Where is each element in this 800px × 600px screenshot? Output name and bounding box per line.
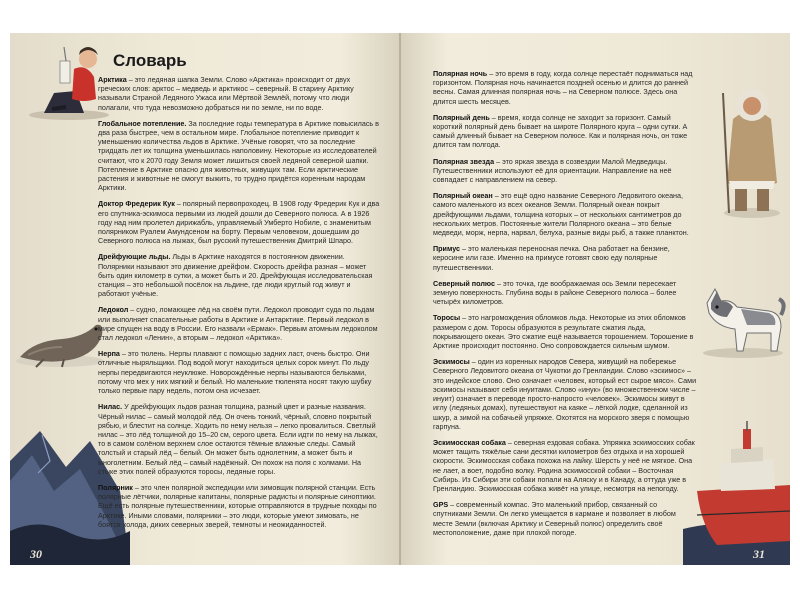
entry-text: – это маленькая переносная печка. Она работает на бензине, керосине или газе. Именно на примусе готовят свою еду полярные путешественники.	[433, 244, 670, 272]
entry-text: – судно, ломающее лёд на своём пути. Ледокол проводит суда по льдам или выполняет спасательные работы в Арктике и Антарктике. Первый ледокол в мире спущен на воду в России. Его назвали «Ермак». Первым атомным ледоколом стал ледокол «Ленин», а вторым – ледокол «Арктика».	[98, 305, 378, 343]
entry-text: У дрейфующих льдов разная толщина, разный цвет и разные названия. Чёрный нилас – самый молодой лёд. Он очень тонкий, чёрный, словно покрытый рябью, и блестит на солнце. Ходить по нему нельзя – легко провалиться. Светлый нилас – это лёд толщиной до 15–20 см, серого цвета. Если идти по нему на лыжах, то в самом солёном верхнем слое остаются тёмные влажные следы. Самый толстый и старый лёд – белый. Он может быть однолетним, а может быть и многолетним. Белый лёд – самый надёжный. Он похож на поля с холмами. На стыке этих полей образуются торосы, ледяные горы.	[98, 402, 378, 476]
entry-term: Нилас.	[98, 402, 123, 412]
entry-text: – один из коренных народов Севера, живущий на побережье Северного Ледовитого океана от Чукотки до Гренландии. Слово «эскимос» – это индейское слово. Оно означает «человек, который ест сырое мясо». Сами эскимосы называют себя инуитами. Слово «инук» (во множественном числе – инуит) означает в переводе просто-напросто «человек». Эскимосы живут в иглу (ледяных домах), путешествуют на каяке – лёгкой лодке, сделанной из шкур, а зимой на собачьей упряжке. Охотятся на морского зверя с помощью гарпуна.	[433, 357, 697, 431]
page-number-right: 31	[753, 547, 765, 561]
entry-polar-day	[433, 113, 697, 150]
entry-text: Льды в Арктике находятся в постоянном движении. Полярники называют это движение дрейфом. Скорость дрейфа разная – может быть один километр в сутки, а может быть и 20. Дрейфующая исследовательская станция – это небольшой посёлок на льдине, где люди круглый год живут и работают учёные.	[98, 252, 373, 299]
entry-term: Северный полюс	[433, 278, 495, 288]
icebreaker-ship-illustration	[683, 419, 790, 565]
entry-arctic	[98, 75, 380, 112]
entry-icebreaker	[98, 305, 380, 342]
entry-text: – северная ездовая собака. Упряжка эскимосских собак может тащить тяжёлые сани десятки километров без отдыха и на хорошей скорости. Эскимосская собака похожа на лайку. Шерсть у неё не мягкое. Она не лает, а воет, подобно волку. Родина эскимосской собаки – Восточная Сибирь. Из Сибири эти собаки попали на Аляску и в Канаду, а оттуда уже в Гренландию. Эскимосская собака живёт на улице, несмотря на непогоду.	[433, 437, 695, 493]
eskimo-illustration	[719, 79, 785, 219]
entry-term: Эскимосская собака	[433, 437, 506, 447]
entry-term: Полярник	[98, 482, 133, 492]
entry-term: Доктор Фредерик Кук	[98, 199, 175, 209]
entry-text: – это точка, где воображаемая ось Земли пересекает земную поверхность. Глубина воды в районе Северного полюса – более четырёх километров.	[433, 278, 677, 307]
entry-term: Полярная звезда	[433, 156, 495, 166]
entry-text: За последние годы температура в Арктике повысилась в два раза быстрее, чем в остальном мире. Глобальное потепление приводит к уменьшению количества льдов в Арктике. Учёные говорят, что за последние тридцать лет их толщина уменьшилась наполовину. Некоторые из исследователей считают, что к 2070 году Земля может лишиться своей ледяной северной шапки. Потепление в Арктике опасно для животных, живущих там. Если арктические растения и животные не смогут выжить, то трудно придётся коренным народам Арктики.	[98, 118, 379, 193]
entry-term: Ледокол	[98, 305, 129, 315]
entry-hummocks	[433, 313, 697, 350]
entry-global-warming	[98, 119, 380, 193]
entry-text: – полярный первопроходец. В 1908 году Фредерик Кук и два его спутника-эскимоса первыми из людей дошли до Северного полюса. А в 1926 году над ним пролетел дирижабль, управляемый Умберто Нобиле, с знаменитым полярником Руалем Амундсеном на борту. Первым человеком, дошедшим до Северного полюса на лыжах, был русский путешественник Дмитрий Шпаро.	[98, 199, 380, 246]
entry-gps	[433, 500, 697, 537]
page-title: Словарь	[113, 51, 187, 70]
entry-text: – время, когда солнце не заходит за горизонт. Самый короткий полярный день бывает на широте Полярного круга – одни сутки. А самый длинный бывает на Северном полюсе. Как и полярная ночь, он тоже длится там полгода.	[433, 112, 688, 150]
entry-term: Полярная ночь	[433, 69, 488, 78]
entry-polar-explorer	[98, 483, 380, 529]
entry-nerpa	[98, 349, 380, 395]
seal-illustration	[14, 311, 106, 369]
entry-polar-night	[433, 69, 697, 106]
entry-term: Примус	[433, 244, 461, 254]
entry-term: Эскимосы	[433, 357, 470, 367]
right-page	[401, 33, 790, 565]
entry-term: Торосы	[433, 313, 461, 323]
entry-primus	[433, 244, 697, 272]
entry-text: – это время в году, когда солнце перестаёт подниматься над горизонтом. Полярная ночь начинается поздней осенью и длится до ранней весны. Самая длинная полярная ночь – на Северном полюсе. Здесь она длится шесть месяцев.	[433, 69, 693, 106]
entry-polar-ocean	[433, 191, 697, 237]
entry-text: – это тюлень. Нерпы плавают с помощью задних ласт, очень быстро. Они отличные ныряльщики. Под водой могут находиться целых сорок минут. По льду нерпы передвигаются неуклюже. Новорождённые нерпы называются бельками, потому что мех у них мягкий и белый. Но маленькие тюленята носят такую шубку только первые пару недель, потом она исчезает.	[98, 349, 372, 396]
left-page	[10, 33, 399, 565]
left-column-text	[98, 75, 380, 536]
page-number-left: 30	[30, 547, 42, 561]
entry-term: Полярный океан	[433, 191, 493, 201]
right-column-text	[433, 69, 697, 544]
entry-polar-star	[433, 157, 697, 185]
entry-text: – современный компас. Это маленький прибор, связанный со спутниками Земли. Он легко умещается в кармане и позволяет в любом месте Земли (включая Арктику и Северный полюс) определить своё местоположение, даже при плохой погоде.	[433, 500, 676, 537]
entry-nilas	[98, 402, 380, 476]
entry-eskimos	[433, 357, 697, 431]
entry-north-pole	[433, 279, 697, 307]
entry-frederick-cook	[98, 199, 380, 245]
entry-term: Арктика	[98, 75, 127, 84]
entry-term: Дрейфующие льды.	[98, 252, 171, 262]
entry-text: – это ледяная шапка Земли. Слово «Арктика» происходит от двух греческих слов: арктос – медведь и арктикос – северный. В старину Арктику называли Страной Ледяного Ужаса или Мёртвой Землёй, потому что люди полагали, что туда невозможно добраться ни по земле, ни по воде.	[98, 75, 354, 112]
entry-drifting-ice	[98, 252, 380, 298]
entry-term: Нерпа	[98, 349, 120, 359]
entry-term: Полярный день	[433, 112, 490, 122]
book-spread	[10, 33, 790, 565]
entry-text: – это ещё одно название Северного Ледовитого океана, самого маленького из всех океанов Земли. Полярный океан покрыт дрейфующими льдами, толщина которых – от нескольких сантиметров до нескольких метров. Постоянные жители Полярного океана – это белые медведи, морж, нерпа, нарвал, белуха, разные виды рыб, а также планктон.	[433, 191, 689, 238]
entry-text: – это нагромождения обломков льда. Некоторые из этих обломков размером с дом. Торосы образуются в результате сжатия льда, покрывающего океан. Это сжатие ещё называется торошением. Торошение в Арктике происходит постоянно. Оно сопровождается сильным шумом.	[433, 313, 694, 351]
husky-dog-illustration	[697, 273, 787, 359]
entry-term: Глобальное потепление.	[98, 118, 187, 128]
entry-term: GPS	[433, 500, 449, 510]
entry-text: – это член полярной экспедиции или зимовщик полярной станции. Есть полярные лётчики, полярные капитаны, полярные радисты и полярные синоптики. Ещё есть полярные путешественники, которые отправляются в трудные походы по Арктике. Иными словами, полярники – это люди, которые умеют зимовать, не боятся холода, диких северных зверей, темноты и неожиданностей.	[98, 482, 377, 529]
entry-text: – это яркая звезда в созвездии Малой Медведицы. Путешественники используют её для ориентации. Направление на неё совпадает с направлением на север.	[433, 156, 672, 185]
entry-eskimo-dog	[433, 438, 697, 493]
